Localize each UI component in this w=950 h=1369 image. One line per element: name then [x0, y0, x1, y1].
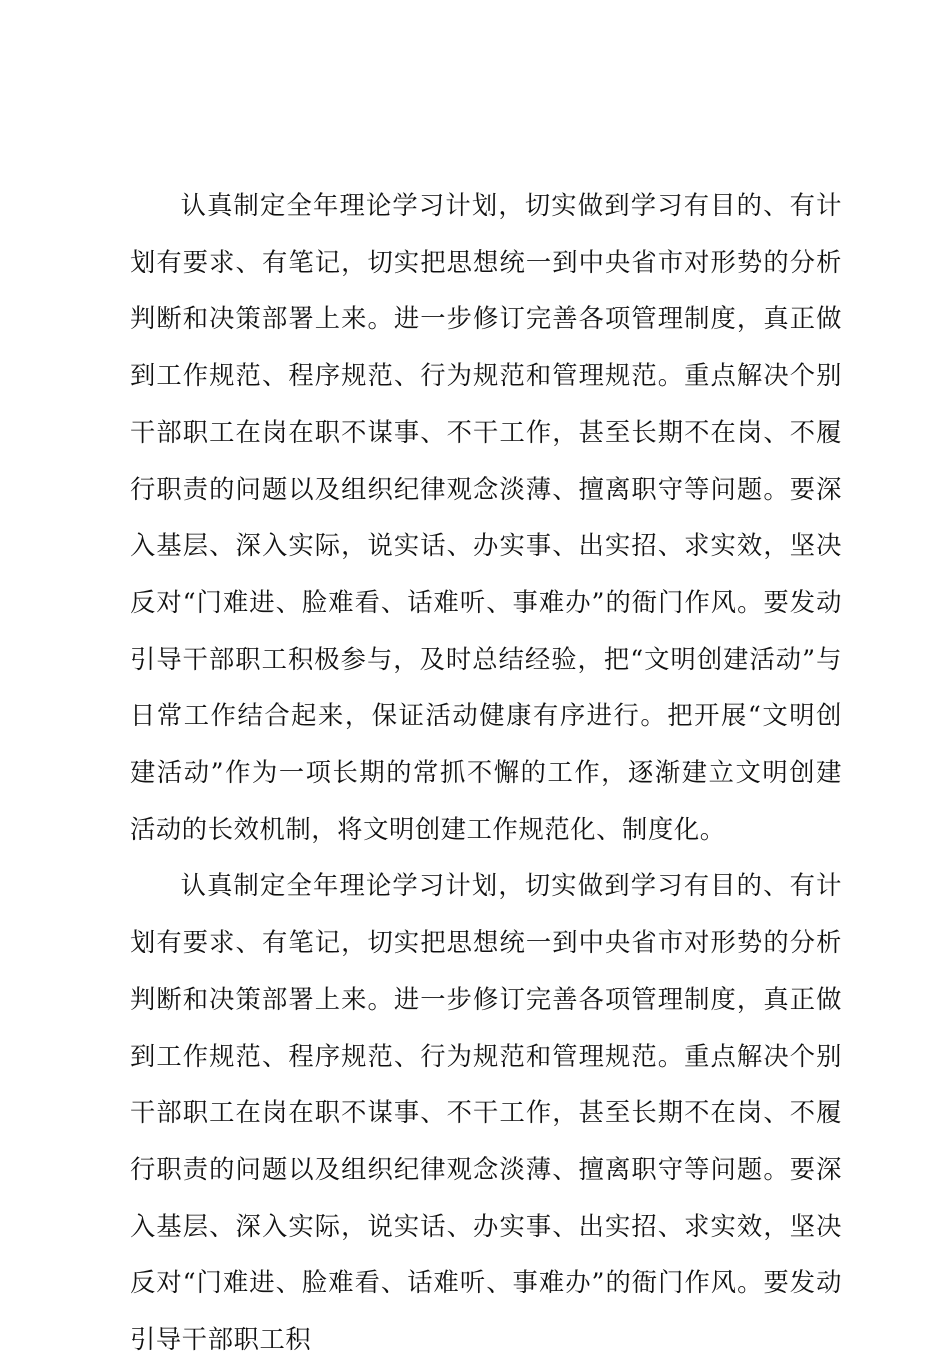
paragraph-2: 认真制定全年理论学习计划，切实做到学习有目的、有计划有要求、有笔记，切实把思想统一到中央省市对形势的分析判断和决策部署上来。进一步修订完善各项管理制度，真正做到工作规范、程序规范、行为规范和管理规范。重点解决个别干部职工在岗在职不谋事、不干工作，甚至长期不在岗、不履行职责的问题以及组织纪律观念淡薄、擅离职守等问题。要深入基层、深入实际，说实话、办实事、出实招、求实效，坚决反对“门难进、脸难看、话难听、事难办”的衙门作风。要发动引导干部职工积	[130, 871, 842, 1355]
document-body	[130, 178, 842, 1355]
paragraph-1: 认真制定全年理论学习计划，切实做到学习有目的、有计划有要求、有笔记，切实把思想统一到中央省市对形势的分析判断和决策部署上来。进一步修订完善各项管理制度，真正做到工作规范、程序规范、行为规范和管理规范。重点解决个别干部职工在岗在职不谋事、不干工作，甚至长期不在岗、不履行职责的问题以及组织纪律观念淡薄、擅离职守等问题。要深入基层、深入实际，说实话、办实事、出实招、求实效，坚决反对“门难进、脸难看、话难听、事难办”的衙门作风。要发动引导干部职工积极参与，及时总结经验，把“文明创建活动”与日常工作结合起来，保证活动健康有序进行。把开展“文明创建活动”作为一项长期的常抓不懈的工作，逐渐建立文明创建活动的长效机制，将文明创建工作规范化、制度化。	[130, 191, 842, 844]
